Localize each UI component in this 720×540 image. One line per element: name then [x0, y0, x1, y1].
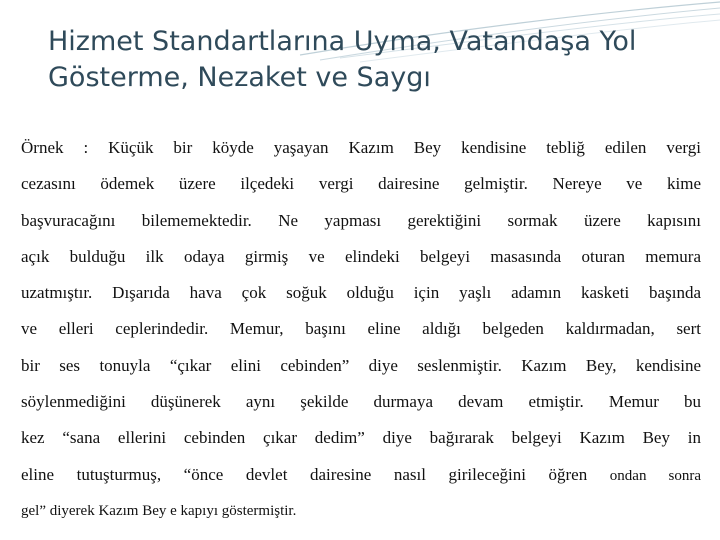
body-line-8: söylenmediğini düşünerek aynı şekilde durmaya devam etmiştir. Memur bu — [21, 392, 701, 412]
body-line-4: açık bulduğu ilk odaya girmiş ve elindeki belgeyi masasında oturan memura — [21, 246, 701, 266]
slide-title-line-1: Hizmet Standartlarına Uyma, Vatandaşa Yol — [48, 26, 637, 57]
slide-body-text — [21, 130, 701, 529]
body-line-2: cezasını ödemek üzere ilçedeki vergi dairesine gelmiştir. Nereye ve kime — [21, 174, 701, 194]
body-line-10-main: eline tutuşturmuş, “önce devlet dairesine nasıl girileceğini öğren — [21, 464, 588, 484]
body-line-11: gel” diyerek Kazım Bey e kapıyı göstermiştir. — [21, 502, 297, 519]
body-line-10 — [21, 457, 701, 493]
body-line-9: kez “sana ellerini cebinden çıkar dedim” diye bağırarak belgeyi Kazım Bey in — [21, 428, 701, 448]
body-line-5: uzatmıştır. Dışarıda hava çok soğuk olduğu için yaşlı adamın kasketi başında — [21, 283, 701, 303]
slide-title — [48, 24, 698, 96]
body-line-7: bir ses tonuyla “çıkar elini cebinden” diye seslenmiştir. Kazım Bey, kendisine — [21, 355, 701, 375]
body-line-6: ve elleri ceplerindedir. Memur, başını eline aldığı belgeden kaldırmadan, sert — [21, 319, 701, 339]
body-line-10-small: ondan sonra — [609, 467, 702, 484]
body-line-1: Örnek : Küçük bir köyde yaşayan Kazım Bey kendisine tebliğ edilen vergi — [21, 138, 701, 157]
body-line-3: başvuracağını bilememektedir. Ne yapması gerektiğini sormak üzere kapısını — [21, 210, 701, 230]
slide-title-line-2: Gösterme, Nezaket ve Saygı — [48, 62, 431, 93]
